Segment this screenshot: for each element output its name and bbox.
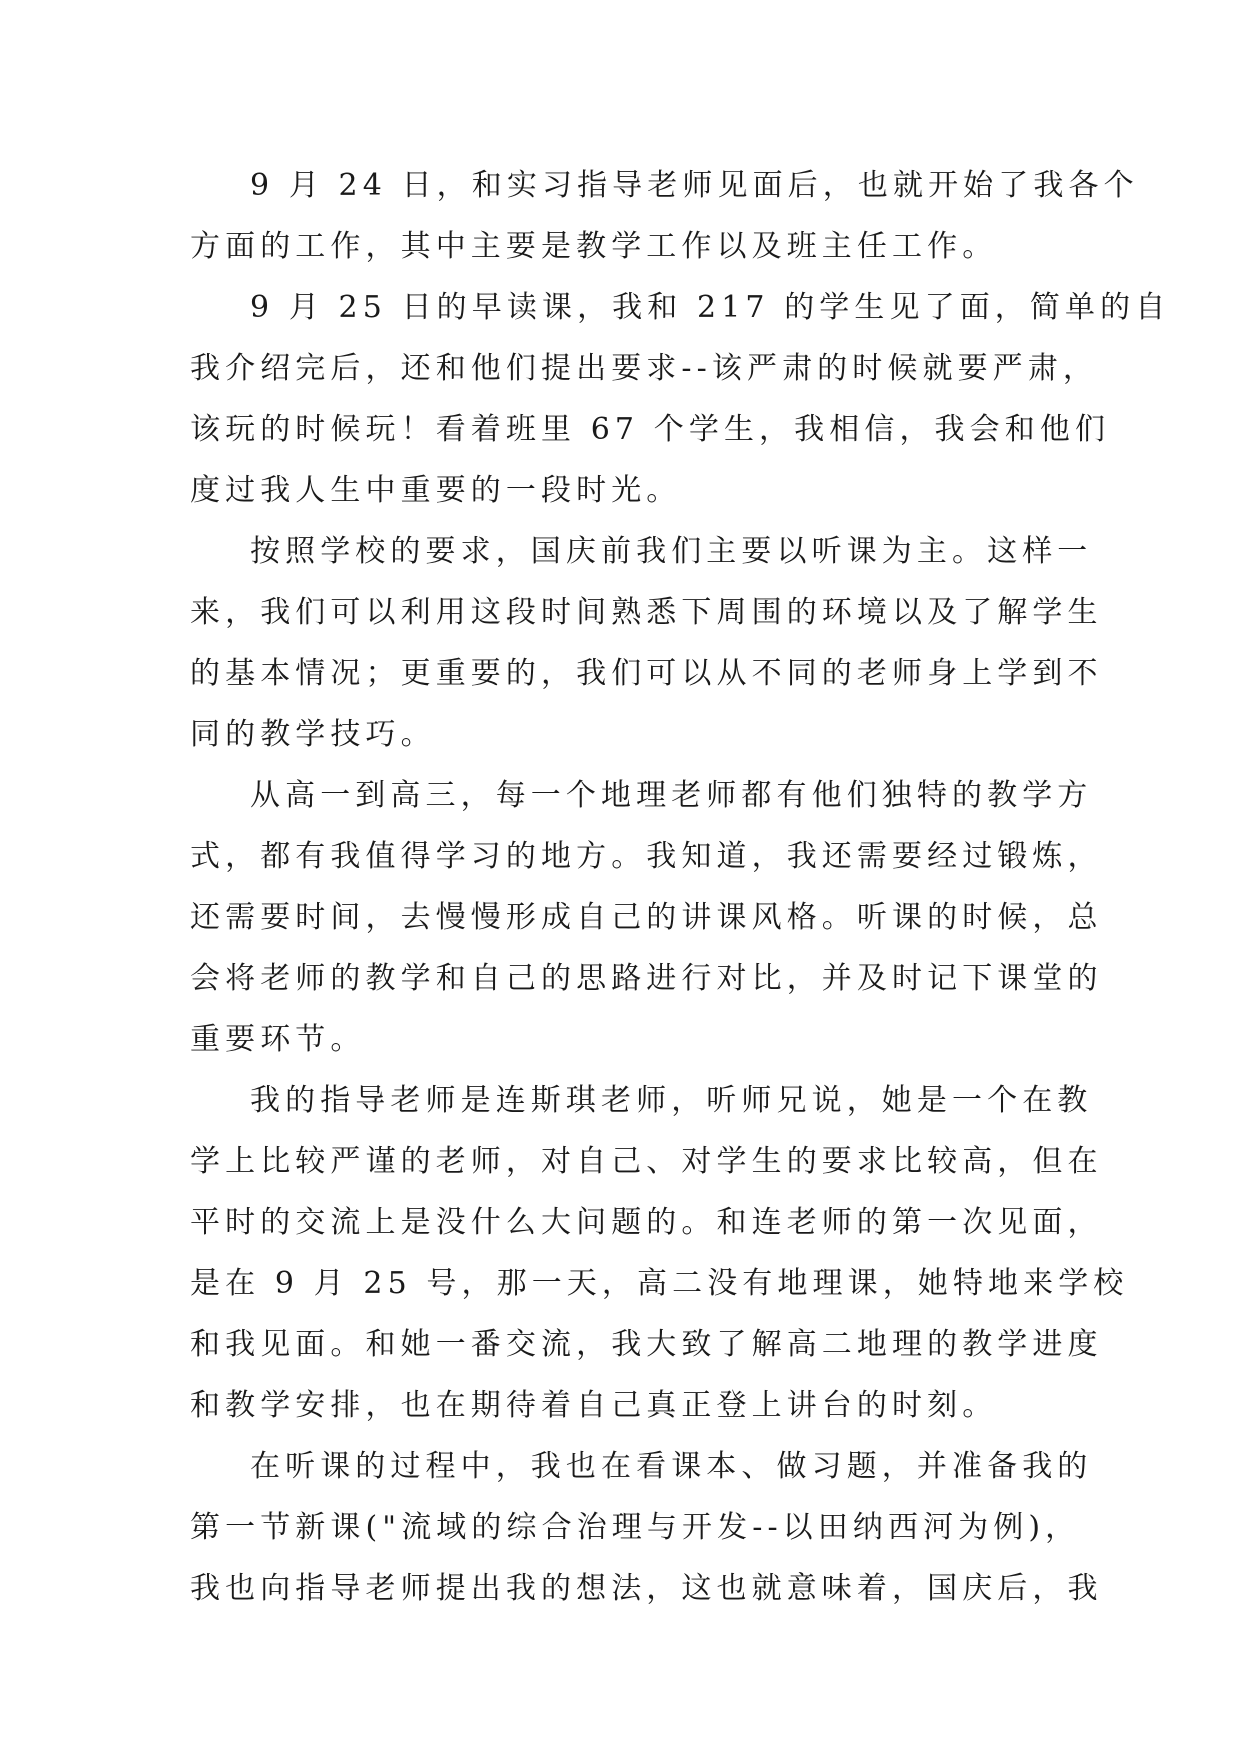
- text-line: 9 月 24 日，和实习指导老师见面后，也就开始了我各个: [250, 168, 1139, 203]
- paragraph-5: [190, 1070, 1129, 1436]
- text-line: 会将老师的教学和自己的思路进行对比，并及时记下课堂的: [190, 961, 1103, 996]
- text-line: 学上比较严谨的老师，对自己、对学生的要求比较高，但在: [190, 1144, 1103, 1179]
- text-line: 重要环节。: [190, 1022, 366, 1057]
- paragraph-6: [190, 1436, 1103, 1619]
- text-line: 我也向指导老师提出我的想法，这也就意味着，国庆后，我: [190, 1571, 1103, 1606]
- text-line: 还需要时间，去慢慢形成自己的讲课风格。听课的时候，总: [190, 900, 1103, 935]
- text-line: 在听课的过程中，我也在看课本、做习题，并准备我的: [250, 1449, 1093, 1484]
- text-line: 是在 9 月 25 号，那一天，高二没有地理课，她特地来学校: [190, 1266, 1129, 1301]
- text-line: 和教学安排，也在期待着自己真正登上讲台的时刻。: [190, 1388, 998, 1423]
- text-line: 同的教学技巧。: [190, 717, 436, 752]
- text-line: 式，都有我值得学习的地方。我知道，我还需要经过锻炼，: [190, 839, 1103, 874]
- paragraph-2: [190, 277, 1171, 521]
- document-page: [190, 155, 1171, 1619]
- paragraph-1: [190, 155, 1139, 277]
- text-line: 从高一到高三，每一个地理老师都有他们独特的教学方: [250, 778, 1093, 813]
- paragraph-3: [190, 521, 1103, 765]
- text-line: 我的指导老师是连斯琪老师，听师兄说，她是一个在教: [250, 1083, 1093, 1118]
- paragraph-4: [190, 765, 1103, 1070]
- text-line: 按照学校的要求，国庆前我们主要以听课为主。这样一: [250, 534, 1093, 569]
- text-line: 该玩的时候玩！看着班里 67 个学生，我相信，我会和他们: [190, 412, 1111, 447]
- text-line: 平时的交流上是没什么大问题的。和连老师的第一次见面，: [190, 1205, 1103, 1240]
- text-line: 的基本情况；更重要的，我们可以从不同的老师身上学到不: [190, 656, 1103, 691]
- text-line: 我介绍完后，还和他们提出要求--该严肃的时候就要严肃，: [190, 351, 1098, 386]
- text-line: 来，我们可以利用这段时间熟悉下周围的环境以及了解学生: [190, 595, 1103, 630]
- text-line: 9 月 25 日的早读课，我和 217 的学生见了面，简单的自: [250, 290, 1171, 325]
- text-line: 和我见面。和她一番交流，我大致了解高二地理的教学进度: [190, 1327, 1103, 1362]
- text-line: 第一节新课("流域的综合治理与开发--以田纳西河为例)，: [190, 1510, 1081, 1545]
- text-line: 度过我人生中重要的一段时光。: [190, 473, 682, 508]
- text-line: 方面的工作，其中主要是教学工作以及班主任工作。: [190, 229, 998, 264]
